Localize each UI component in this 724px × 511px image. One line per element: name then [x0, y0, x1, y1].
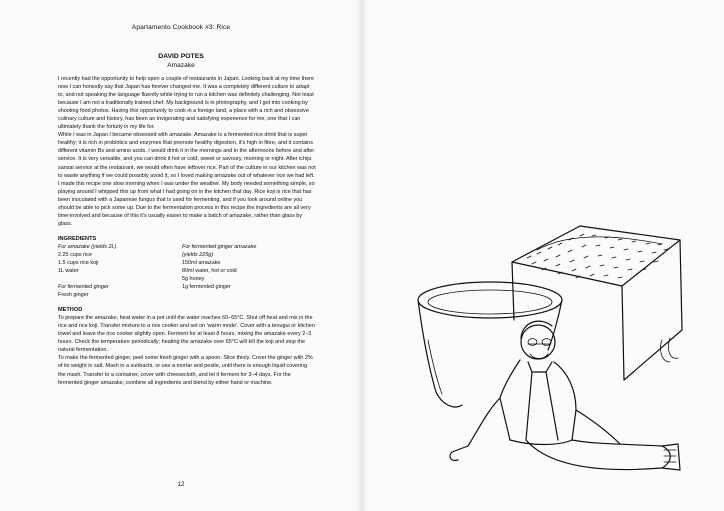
ingredient-item: 80ml water, hot or cold [182, 268, 237, 275]
method-step-amazake: To prepare the amazake, heat water in a pot until the water reaches 60–65°C. Shut off heat and mix in the rice and rice koji. Transfer mixture to a rice cooker and set on 'warm mode'. Cover with a tenugui or kitchen towel and leave the rice cooker slightly open. Ferment for at least 8 hours, mixing the amazake every 2–3 hours. Check the temperature periodically; heating the amazake over 65°C will kill the koji and stop the natural fermentation. [58, 315, 315, 354]
pot-drawing [418, 282, 562, 407]
ingredients-list [58, 243, 316, 299]
page-number: 12 [177, 481, 185, 488]
ingredients-column-2 [182, 243, 306, 299]
article-body [58, 75, 316, 387]
chef-figure [450, 321, 680, 470]
intro-paragraph: I recently had the opportunity to help open a couple of restaurants in Japan. Looking back at my time there now I can honestly say that Japan has forever changed me. It was a completely different culture to adapt to, and not speaking the language fluently while trying to run a kitchen was definitely challenging. Not least because I am not a traditionally trained chef. My background is in photography, and I got into cooking by shooting food photos. Having this opportunity to cook in a foreign land, a place with a rich and obsessive culinary culture and history, has been an invigorating and satisfying experience for me, one that I can ultimately thank the fortuity in my life for. [58, 76, 315, 131]
ginger-amazake-yield: (yields 225g) [182, 251, 214, 258]
ingredient-item: 1.5 cups rice koji [58, 259, 99, 266]
author-name: DAVID POTES [158, 53, 204, 60]
amazake-paragraph: While I was in Japan I became obsessed with amazake. Amazake is a fermented rice drink that is super healthy; it is rich in probiotics and enzymes that promote healthy digestion, it's high in fibre, and it contains different vitamin Bs and amino acids. I would drink it in the mornings and in the afternoons before and after service. It is very versatile, and you can drink it hot or cold, sweet or savoury, morning or night. After ichiju sansai service at the restaurant, we would often have leftover rice. Part of the culture in our kitchen was not to waste anything if we could possibly avoid it, so I loved making amazake out of whatever rice we had left. I made this recipe one slow morning when I was under the weather. My body needed something simple, so playing around I whipped this up from what I had going on in the kitchen that day. Rice koji is rice that has been inoculated with a Japanese fungus that is used for fermenting, and if you look around online you should be able to pick some up. Due to the fermentation process in this recipe the ingredients are all very time-involved and because of this it's usually easier to make a batch of amazake, rather than glass by glass. [58, 132, 316, 227]
method-heading: METHOD [58, 307, 83, 314]
amazake-yield-title: For amazake (yields 2L) [58, 243, 117, 250]
chef-illustration [362, 0, 724, 511]
fermented-ginger-title: For fermented ginger [58, 284, 109, 291]
ingredient-item: 2.25 cups rice [58, 251, 92, 258]
ingredient-item: 1L water [58, 268, 79, 275]
ingredients-heading: INGREDIENTS [58, 235, 97, 242]
koji-box-drawing [512, 226, 682, 380]
recipe-title: Amazake [167, 62, 195, 69]
method-step-ginger: To make the fermented ginger, peel some fresh ginger with a spoon. Slice thinly. Cover the ginger with 2% of its weight in salt. Mash in a suribachi, or use a mortar and pestle, until there is enough liquid covering the mash. Transfer to a container, cover with cheesecloth, and let it ferment for 3–4 days. For the fermented ginger amazake, combine all ingredients and blend by either hand or machine. [58, 355, 313, 386]
ingredient-item: 1g fermented ginger [182, 284, 231, 291]
ingredient-item: Fresh ginger [58, 292, 89, 299]
ginger-amazake-title: For fermented ginger amazake [182, 243, 257, 250]
ingredient-item: 5g honey [182, 276, 205, 283]
ingredients-column-1 [58, 243, 182, 299]
right-page [362, 0, 724, 511]
running-header: Apartamento Cookbook #3: Rice [131, 24, 231, 31]
ingredient-item: 150ml amazake [182, 259, 221, 266]
